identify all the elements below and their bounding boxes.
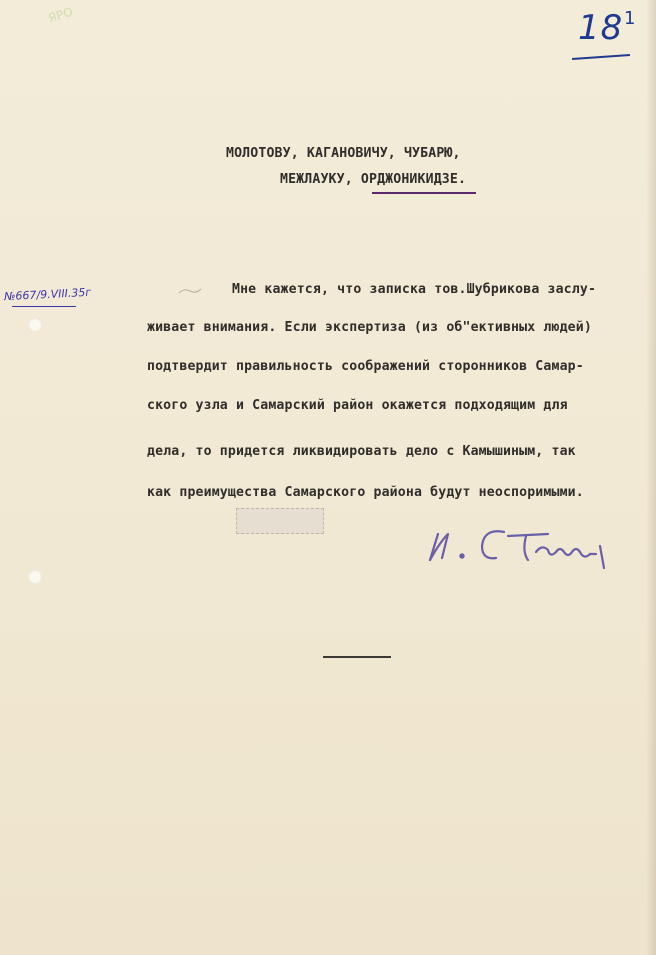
addressee-line-1: МОЛОТОВУ, КАГАНОВИЧУ, ЧУБАРЮ, bbox=[226, 146, 461, 161]
punch-hole-upper bbox=[28, 318, 42, 332]
archive-page-number-suffix: 1 bbox=[624, 8, 636, 29]
body-line-2: живает внимания. Если экспертиза (из об"ективных людей) bbox=[147, 320, 592, 335]
body-line-1: Мне кажется, что записка тов.Шубрикова заслу- bbox=[232, 282, 597, 297]
corner-stamp: ЯРО bbox=[46, 4, 75, 26]
paper-edge-shadow bbox=[646, 0, 656, 955]
closing-rule bbox=[323, 656, 391, 658]
punch-hole-lower bbox=[28, 570, 42, 584]
margin-registration-note: №667/9.VIII.35г bbox=[3, 285, 92, 304]
faint-stamp-box bbox=[236, 508, 324, 534]
handwritten-underline bbox=[372, 192, 476, 194]
body-line-3: подтвердит правильность соображений сторонников Самар- bbox=[147, 359, 584, 374]
addressee-line-2: МЕЖЛАУКУ, ОРДЖОНИКИДЗЕ. bbox=[280, 172, 467, 187]
body-line-4: ского узла и Самарский район окажется подходящим для bbox=[147, 398, 568, 413]
margin-note-underline bbox=[12, 306, 76, 307]
pencil-mark-icon bbox=[178, 287, 202, 295]
page-number-underline bbox=[572, 54, 630, 60]
body-line-6: как преимущества Самарского района будут неоспоримыми. bbox=[147, 485, 584, 500]
signature-icon bbox=[424, 512, 614, 582]
body-line-5: дела, то придется ликвидировать дело с Камышиным, так bbox=[147, 444, 576, 459]
archive-page-number: 18 bbox=[578, 8, 624, 48]
